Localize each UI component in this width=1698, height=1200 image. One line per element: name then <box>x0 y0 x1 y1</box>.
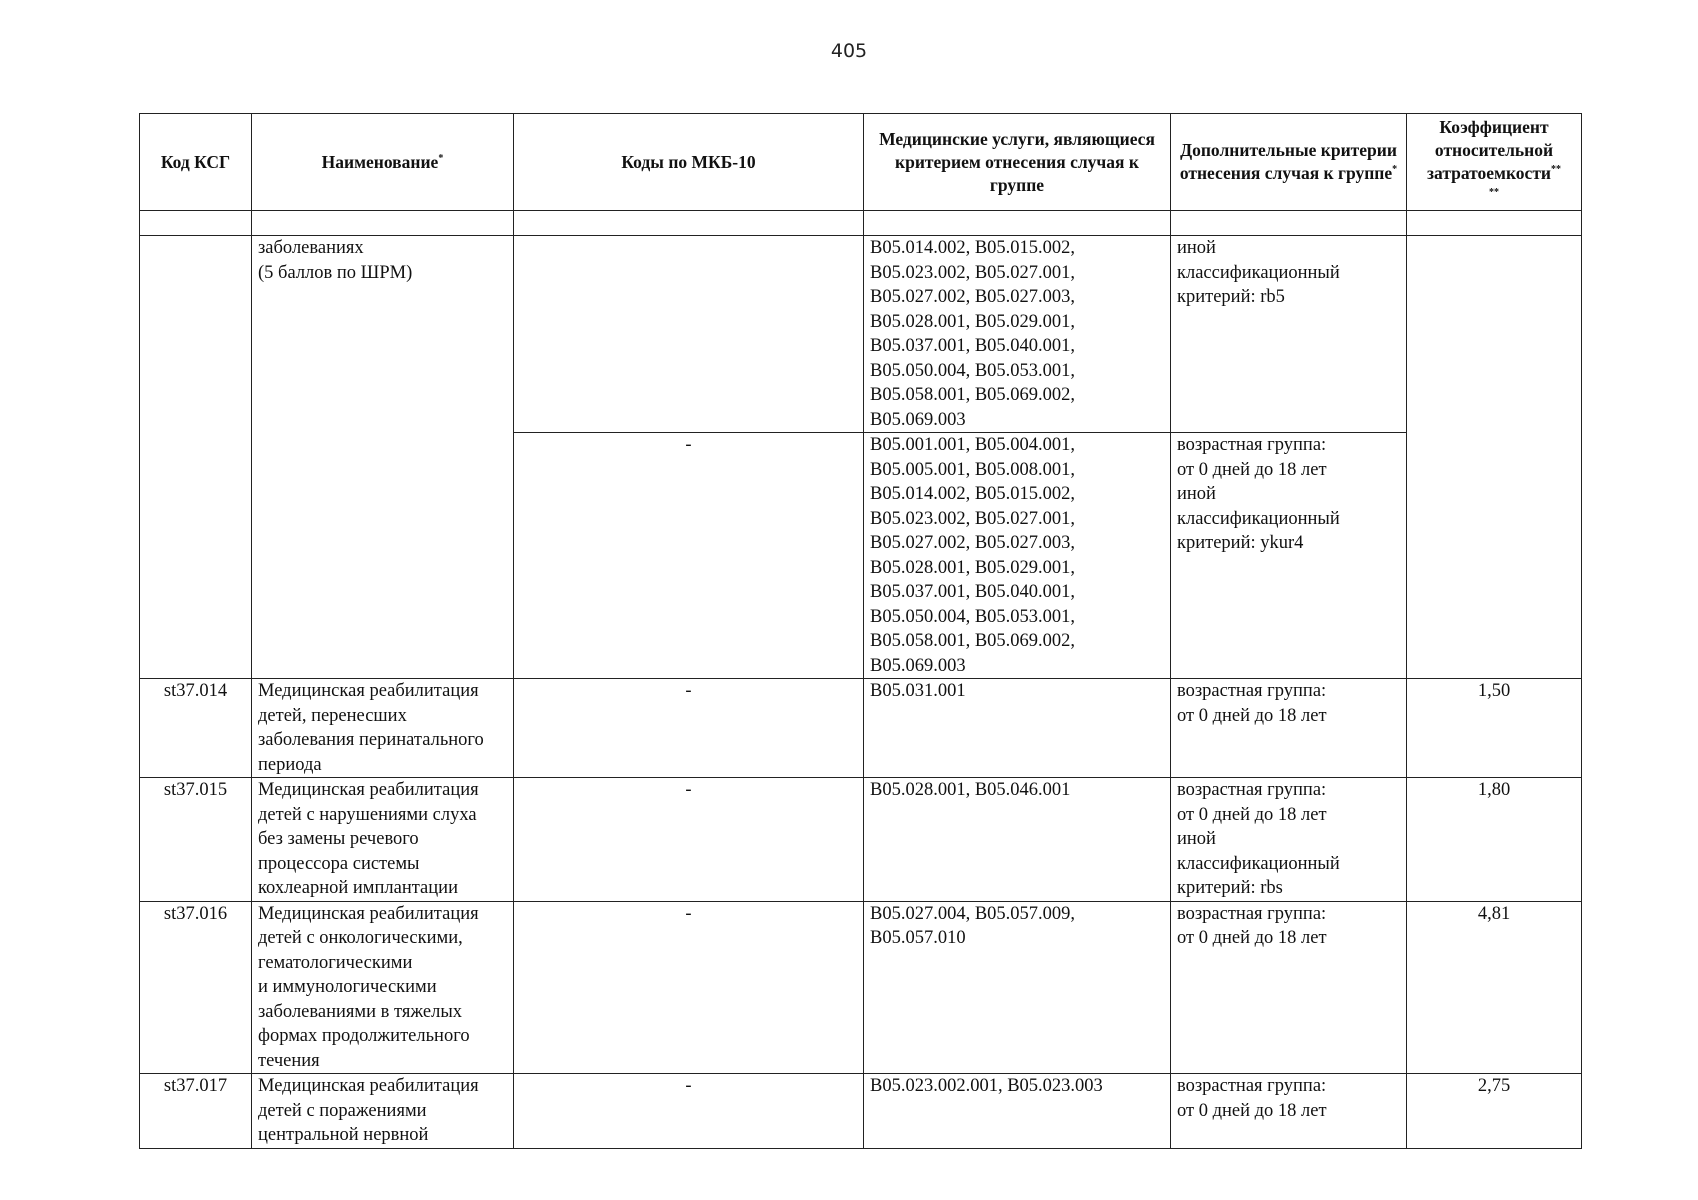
cell-services: B05.031.001 <box>864 679 1171 778</box>
header-coef-label: Коэффициент относительной затратоемкости <box>1426 117 1554 183</box>
cell-name: Медицинская реабилитация детей с поражениями центральной нервной <box>252 1074 514 1149</box>
table-row <box>140 1074 1582 1149</box>
cell-services: B05.027.004, B05.057.009, B05.057.010 <box>864 901 1171 1074</box>
cell-code: st37.015 <box>140 778 252 902</box>
table-row <box>140 901 1582 1074</box>
header-coef <box>1407 114 1582 211</box>
cell-mkb: - <box>514 433 864 679</box>
ksg-table <box>139 113 1582 1149</box>
cell-coef: 2,75 <box>1407 1074 1582 1149</box>
header-code: Код КСГ <box>140 114 252 211</box>
cell-code <box>140 236 252 679</box>
cell-mkb: - <box>514 778 864 902</box>
header-additional-label: Дополнительные критерии отнесения случая к группе <box>1179 140 1397 183</box>
table-row <box>140 236 1582 433</box>
header-services: Медицинские услуги, являющиеся критерием отнесения случая к группе <box>864 114 1171 211</box>
cell-mkb: - <box>514 679 864 778</box>
header-mkb: Коды по МКБ-10 <box>514 114 864 211</box>
cell-mkb <box>514 236 864 433</box>
cell-name: Медицинская реабилитация детей с онкологическими, гематологическими и иммунологическими заболеваниями в тяжелых формах продолжительного течения <box>252 901 514 1074</box>
cell-code: st37.014 <box>140 679 252 778</box>
cell-coef: 1,80 <box>1407 778 1582 902</box>
footnote-mark: * <box>438 152 444 164</box>
header-name-label: Наименование <box>321 151 439 172</box>
cell-additional: возрастная группа: от 0 дней до 18 лет <box>1171 679 1407 778</box>
footnote-mark: ** <box>1551 164 1562 176</box>
cell-name: заболеваниях (5 баллов по ШРМ) <box>252 236 514 679</box>
cell-additional: иной классификационный критерий: rb5 <box>1171 236 1407 433</box>
cell-code: st37.017 <box>140 1074 252 1149</box>
cell-services: B05.014.002, B05.015.002, B05.023.002, B05.027.001, B05.027.002, B05.027.003, B05.028.001, B05.029.001, B05.037.001, B05.040.001, B05.050.004, B05.053.001, B05.058.001, B05.069.002, B05.069.003 <box>864 236 1171 433</box>
cell-services: B05.023.002.001, B05.023.003 <box>864 1074 1171 1149</box>
cell-coef: 4,81 <box>1407 901 1582 1074</box>
cell-services: B05.001.001, B05.004.001, B05.005.001, B05.008.001, B05.014.002, B05.015.002, B05.023.002, B05.027.001, B05.027.002, B05.027.003, B05.028.001, B05.029.001, B05.037.001, B05.040.001, B05.050.004, B05.053.001, B05.058.001, B05.069.002, B05.069.003 <box>864 433 1171 679</box>
cell-additional: возрастная группа: от 0 дней до 18 лет <box>1171 1074 1407 1149</box>
cell-additional: возрастная группа: от 0 дней до 18 лет <box>1171 901 1407 1074</box>
footnote-mark: ** <box>1489 187 1499 199</box>
cell-coef <box>1407 236 1582 679</box>
cell-additional: возрастная группа: от 0 дней до 18 лет иной классификационный критерий: rbs <box>1171 778 1407 902</box>
table-spacer-row <box>140 211 1582 236</box>
header-name <box>252 114 514 211</box>
cell-additional: возрастная группа: от 0 дней до 18 лет иной классификационный критерий: ykur4 <box>1171 433 1407 679</box>
table-row <box>140 679 1582 778</box>
cell-name: Медицинская реабилитация детей, перенесших заболевания перинатального периода <box>252 679 514 778</box>
footnote-mark: * <box>1392 164 1398 176</box>
table-row <box>140 778 1582 902</box>
page-number: 405 <box>830 40 868 62</box>
cell-code: st37.016 <box>140 901 252 1074</box>
table-header-row <box>140 114 1582 211</box>
cell-mkb: - <box>514 1074 864 1149</box>
cell-coef: 1,50 <box>1407 679 1582 778</box>
cell-services: B05.028.001, B05.046.001 <box>864 778 1171 902</box>
cell-mkb: - <box>514 901 864 1074</box>
header-additional <box>1171 114 1407 211</box>
cell-name: Медицинская реабилитация детей с нарушениями слуха без замены речевого процессора системы кохлеарной имплантации <box>252 778 514 902</box>
